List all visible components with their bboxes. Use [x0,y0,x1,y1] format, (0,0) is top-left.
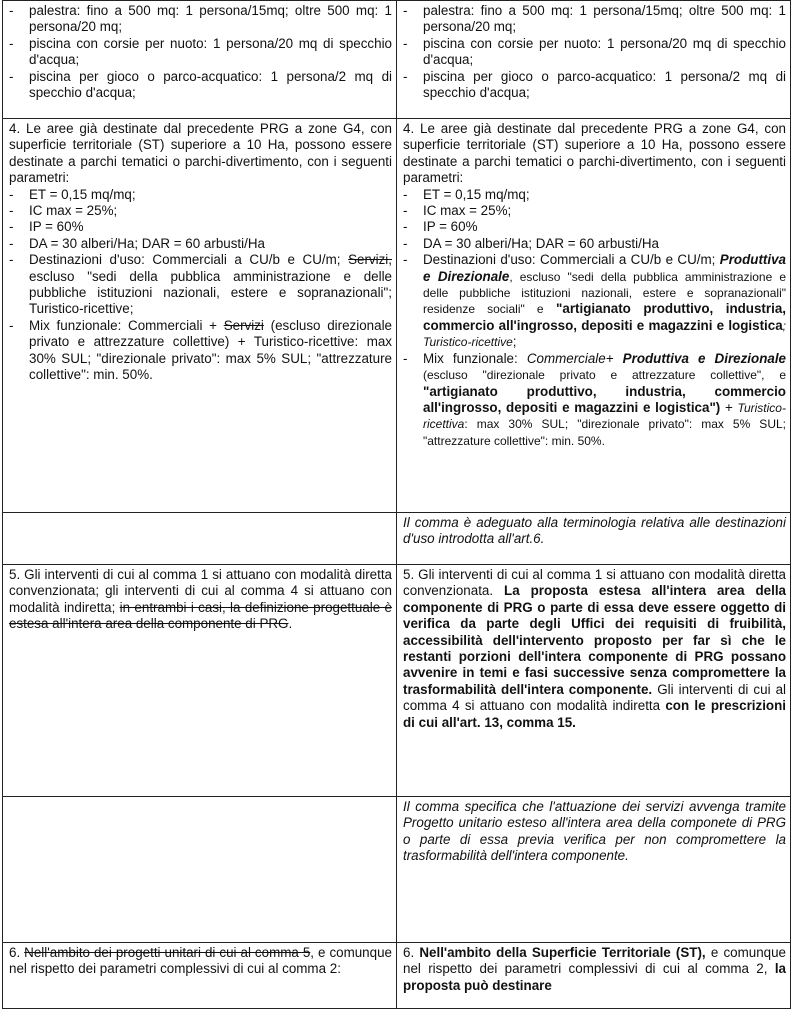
left-cell [3,1,397,119]
left-cell [3,119,397,513]
left-cell [3,565,397,797]
text: : max 30% SUL; "direzionale privato": max 5% SUL; "attrezzature collettive": min. 50%. [423,417,786,448]
list-item: - DA = 30 alberi/Ha; DAR = 60 arbusti/Ha [403,236,786,252]
added-text: Produttiva e Direzionale [622,350,786,366]
list-item: - palestra: fino a 500 mq: 1 persona/15mq; oltre 500 mq: 1 persona/20 mq; [9,3,392,36]
text: Commerciale+ [526,350,614,366]
list-item: - palestra: fino a 500 mq: 1 persona/15mq; oltre 500 mq: 1 persona/20 mq; [403,3,786,36]
params-list [9,187,392,384]
text: + [724,399,733,415]
table-row [3,119,791,513]
added-text: Produttiva e Direzionale [423,252,786,284]
list-item: - piscina per gioco o parco-acquatico: 1 persona/2 mq di specchio d'acqua; [403,69,786,102]
deleted-text: Servizi, [348,252,392,268]
list-item: - piscina con corsie per nuoto: 1 persona/20 mq di specchio d'acqua; [9,36,392,69]
added-text: la proposta può destinare [403,961,786,993]
table-row [3,513,791,565]
text: Mix funzionale: [423,350,518,366]
text: 5. Gli interventi di cui al comma 1 si attuano con modalità diretta convenzionata; gli interventi di cui al comma 4 si attuano con modalità indiretta; [9,567,392,615]
list-item: - piscina per gioco o parco-acquatico: 1 persona/2 mq di specchio d'acqua; [9,69,392,102]
list-item [9,318,392,384]
left-cell-empty [3,513,397,565]
table-row [3,1,791,119]
paragraph: 4. Le aree già destinate dal precedente PRG a zone G4, con superficie territoriale (ST) superiore a 10 Ha, possono essere destinate a parchi tematici o parchi-divertimento, con i seguenti parametri: [403,121,786,186]
right-cell [397,943,791,1009]
left-cell [3,943,397,1009]
text: 6. [403,945,415,960]
occupancy-list [403,3,786,101]
deleted-text: Servizi [223,317,264,333]
list-item: - IC max = 25%; [9,203,392,219]
added-text: "artigianato produttivo, industria, commercio all'ingrosso, depositi e magazzini e logistica") [423,383,786,415]
params-list [403,187,786,450]
right-cell [397,565,791,797]
text: ; Turistico-ricettive [423,318,786,350]
added-text: con le prescrizioni di cui all'art. 13, comma 15. [403,698,786,730]
text: , escluso "sedi della pubblica amministrazione e delle pubbliche istituzioni nazionali, estere e sopranazionali" residenze sociali" e [423,269,787,317]
text: 5. Gli interventi di cui al comma 1 si attuano con modalità diretta convenzionata. [403,567,786,599]
text: . [288,616,293,632]
list-item: - IP = 60% [403,219,786,235]
deleted-text: Nell'ambito dei progetti unitari di cui al comma 5 [24,945,311,960]
left-cell-empty [3,797,397,943]
list-item: - piscina con corsie per nuoto: 1 persona/20 mq di specchio d'acqua; [403,36,786,69]
added-text: La proposta estesa all'intera area della componente di PRG o parte di essa deve essere oggetto di verifica da parte degli Uffici dei requisiti di fruibilità, accessibilità dell'intervento proposto per far sì che le restanti porzioni dell'intera componente di PRG possano avvenire in temi e fasi successive senza compromettere la trasformabilità dell'intera componente. [403,583,786,697]
text: (escluso direzionale privato e attrezzature collettive) + Turistico-ricettive: max 30% SUL; "direzionale privato": max 5% SUL; "attrezzature collettive": min. 50%. [29,317,392,383]
text: Turistico-ricettiva [423,400,786,432]
list-item [403,351,786,449]
text: Mix funzionale: Commerciali + [29,317,217,333]
note-cell: Il comma è adeguato alla terminologia relativa alle destinazioni d'uso introdotta all'art.6. [397,513,791,565]
right-cell [397,1,791,119]
list-item: - IP = 60% [9,219,392,235]
table-row [3,797,791,943]
note-cell: Il comma specifica che l'attuazione dei servizi avvenga tramite Progetto unitario esteso all'intera area della componete di PRG o parte di essa previa verifica per non compromettere la trasformabilità dell'intera componente. [397,797,791,943]
right-cell [397,119,791,513]
table-row [3,565,791,797]
text: Destinazioni d'uso: Commerciali a CU/b e CU/m; [29,252,341,268]
list-item: - ET = 0,15 mq/mq; [9,187,392,203]
text: ; [512,334,517,350]
deleted-text: in entrambi i casi, la definizione progettuale è estesa all'intera area della componente di PRG [9,599,392,632]
paragraph: 4. Le aree già destinate dal precedente PRG a zone G4, con superficie territoriale (ST) superiore a 10 Ha, possono essere destinate a parchi tematici o parchi-divertimento, con i seguenti parametri: [9,121,392,186]
text: e comunque nel rispetto dei parametri complessivi di cui al comma 2, [403,945,786,977]
text: Destinazioni d'uso: Commerciali a CU/b e CU/m; [423,252,716,268]
text: (escluso "direzionale privato e attrezzature collettive", e [423,368,786,383]
added-text: Nell'ambito della Superficie Territoriale (ST), [419,945,706,960]
text: , e comunque nel rispetto dei parametri complessivi di cui al comma 2: [9,945,392,977]
list-item: - DA = 30 alberi/Ha; DAR = 60 arbusti/Ha [9,236,392,252]
list-item: - IC max = 25%; [403,203,786,219]
list-item: - ET = 0,15 mq/mq; [403,187,786,203]
added-text: "artigianato produttivo, industria, commercio all'ingrosso, depositi e magazzini e logistica [423,301,786,333]
list-item [403,252,786,350]
table-row [3,943,791,1009]
comparison-table [2,0,791,1009]
occupancy-list [9,3,392,101]
list-item [9,252,392,318]
text: 6. [9,945,21,960]
text: Gli interventi di cui al comma 4 si attuano con modalità indiretta [403,681,786,714]
text: escluso "sedi della pubblica amministrazione e delle pubbliche istituzioni nazionali, estere e sopranazionali"; Turistico-ricettive; [29,268,392,317]
